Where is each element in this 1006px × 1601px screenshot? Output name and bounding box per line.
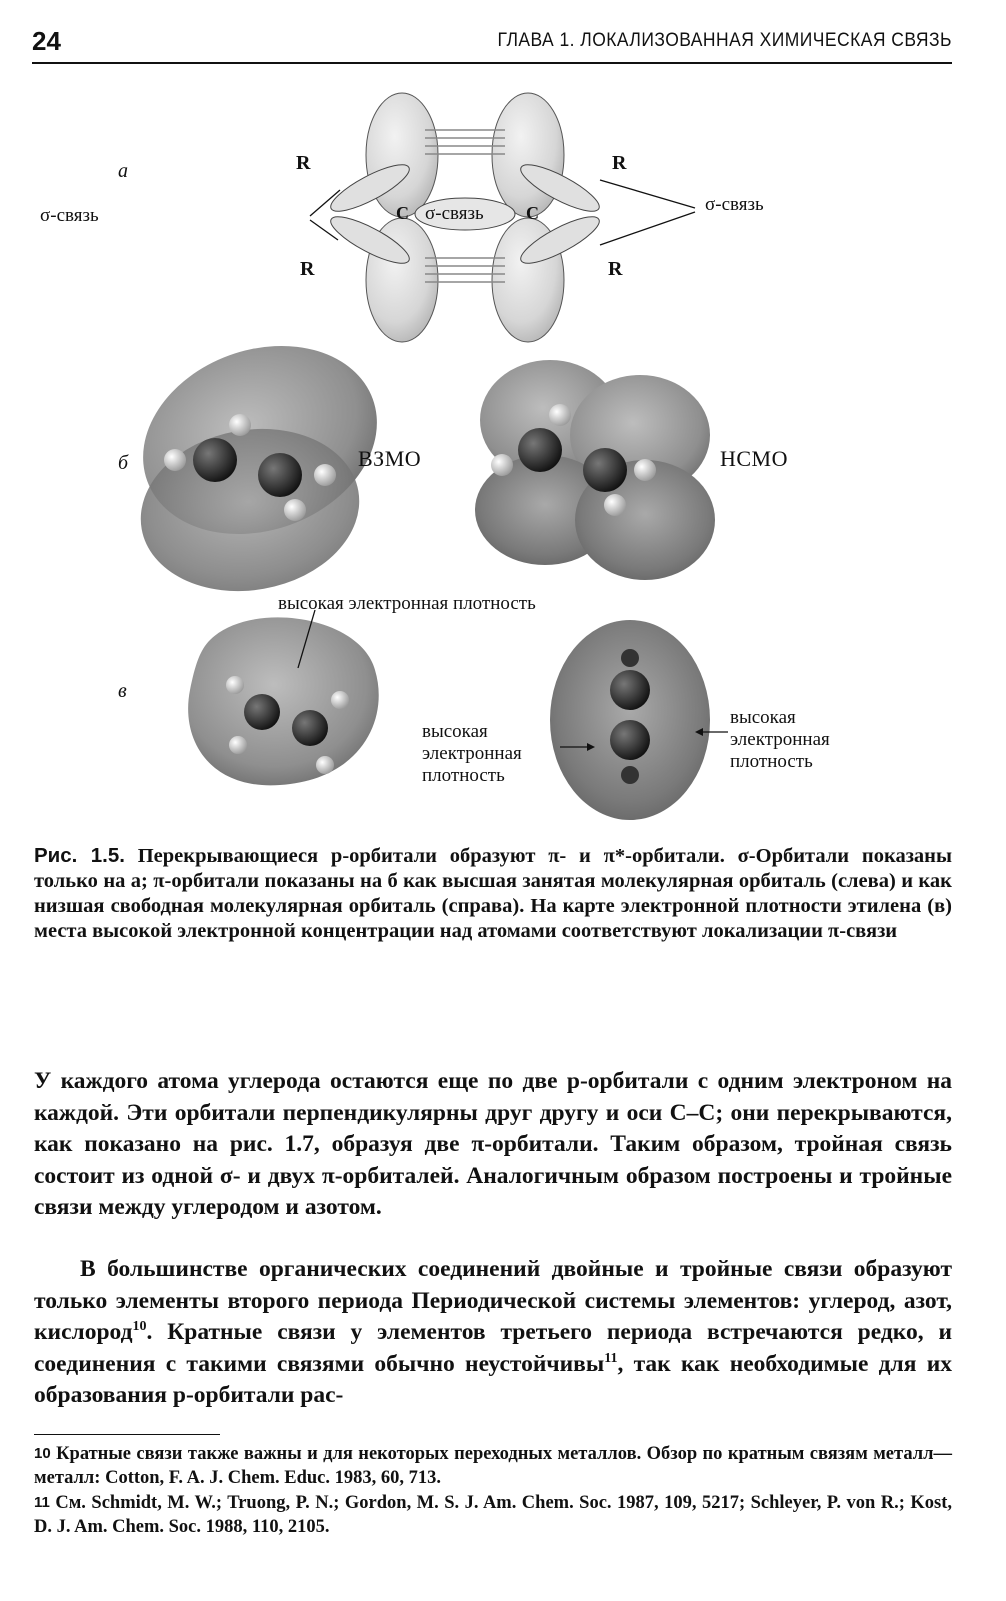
panel-a-sigma-center: σ-связь	[425, 203, 484, 224]
footnote-10-text: Кратные связи также важны и для некоторых переходных металлов. Обзор по кратным связям металл—металл: Cotton, F. A. J. Chem. Educ. 1983, 60, 713.	[34, 1444, 953, 1488]
right-label-line-3: плотность	[730, 751, 813, 772]
footnote-11-text: См. Schmidt, M. W.; Truong, P. N.; Gordon, M. S. J. Am. Chem. Soc. 1987, 109, 5217; Schleyer, P. von R.; Kost, D. J. Am. Chem. Soc. 1988, 110, 2105.	[34, 1493, 953, 1537]
page-header	[32, 24, 952, 64]
paragraph-2-part-a: В большинстве органических соединений двойные и тройные связи образуют только элементы второго периода Периодической системы элементов: углерод, азот, кислород	[34, 1256, 952, 1345]
footnote-ref-10[interactable]: 10	[132, 1319, 147, 1335]
panel-c-center-label	[422, 721, 522, 787]
caption-ref: Рис. 1.5.	[34, 844, 125, 867]
atom-c-right: C	[526, 203, 539, 223]
atom-r-bottom-left: R	[300, 258, 315, 280]
running-head: ГЛАВА 1. ЛОКАЛИЗОВАННАЯ ХИМИЧЕСКАЯ СВЯЗЬ	[497, 30, 952, 51]
panel-a-sigma-right: σ-связь	[705, 194, 764, 215]
paragraph-2-part-c: , так как необходимые для их образования p-орбитали рас-	[34, 1350, 953, 1408]
footnote-11	[34, 1491, 952, 1539]
footnote-11-number: 11	[34, 1494, 50, 1511]
footnote-10	[34, 1442, 952, 1490]
caption-text: Перекрывающиеся p-орбитали образуют π- и π*-орбитали. σ-Орбитали показаны только на а; π-орбитали показаны на б как высшая занятая молекулярная орбиталь (слева) и как низшая свободная молекулярная орбиталь (справа). На карте электронной плотности этилена (в) места высокой электронной концентрации над атомами соответствуют локализации π-связи	[34, 845, 953, 942]
paragraph-2	[34, 1254, 952, 1412]
panel-c-label: в	[118, 680, 127, 702]
panel-c-top-label: высокая электронная плотность	[278, 593, 536, 614]
right-label-line-1: высокая	[730, 707, 796, 728]
homo-title: ВЗМО	[358, 446, 422, 471]
paragraph-1: У каждого атома углерода остаются еще по две p-орбитали с одним электроном на каждой. Эти орбитали перпендикулярны друг другу и оси C–C; они перекрываются, как показано на рис. 1.7, образуя две π-орбитали. Таким образом, тройная связь состоит из одной σ- и двух π-орбиталей. Аналогичным образом построены и тройные связи между углеродом и азотом.	[34, 1068, 952, 1220]
panel-a-orbitals	[310, 93, 695, 342]
footnote-divider	[34, 1434, 220, 1435]
panel-a-sigma-left: σ-связь	[40, 205, 99, 226]
paragraph-2-part-b: . Кратные связи у элементов третьего периода встречаются редко, и соединения с такими связями обычно неустойчивы	[34, 1319, 952, 1377]
center-label-line-1: высокая	[422, 721, 488, 742]
atom-c-left: C	[396, 203, 409, 223]
figure-caption	[34, 843, 952, 944]
panel-b-label: б	[118, 452, 129, 474]
lumo-title: НСМО	[720, 446, 789, 471]
center-label-line-3: плотность	[422, 765, 505, 786]
atom-r-top-left: R	[296, 152, 311, 174]
atom-r-bottom-right: R	[608, 258, 623, 280]
panel-a-label: а	[118, 160, 128, 182]
footnote-ref-11[interactable]: 11	[604, 1350, 618, 1366]
footnote-10-number: 10	[34, 1445, 51, 1462]
center-label-line-2: электронная	[422, 743, 522, 764]
panel-c-density	[188, 610, 728, 820]
page-number: 24	[32, 26, 61, 56]
right-label-line-2: электронная	[730, 729, 830, 750]
atom-r-top-right: R	[612, 152, 627, 174]
figure-1-5	[40, 80, 960, 840]
panel-c-right-label	[730, 707, 830, 773]
